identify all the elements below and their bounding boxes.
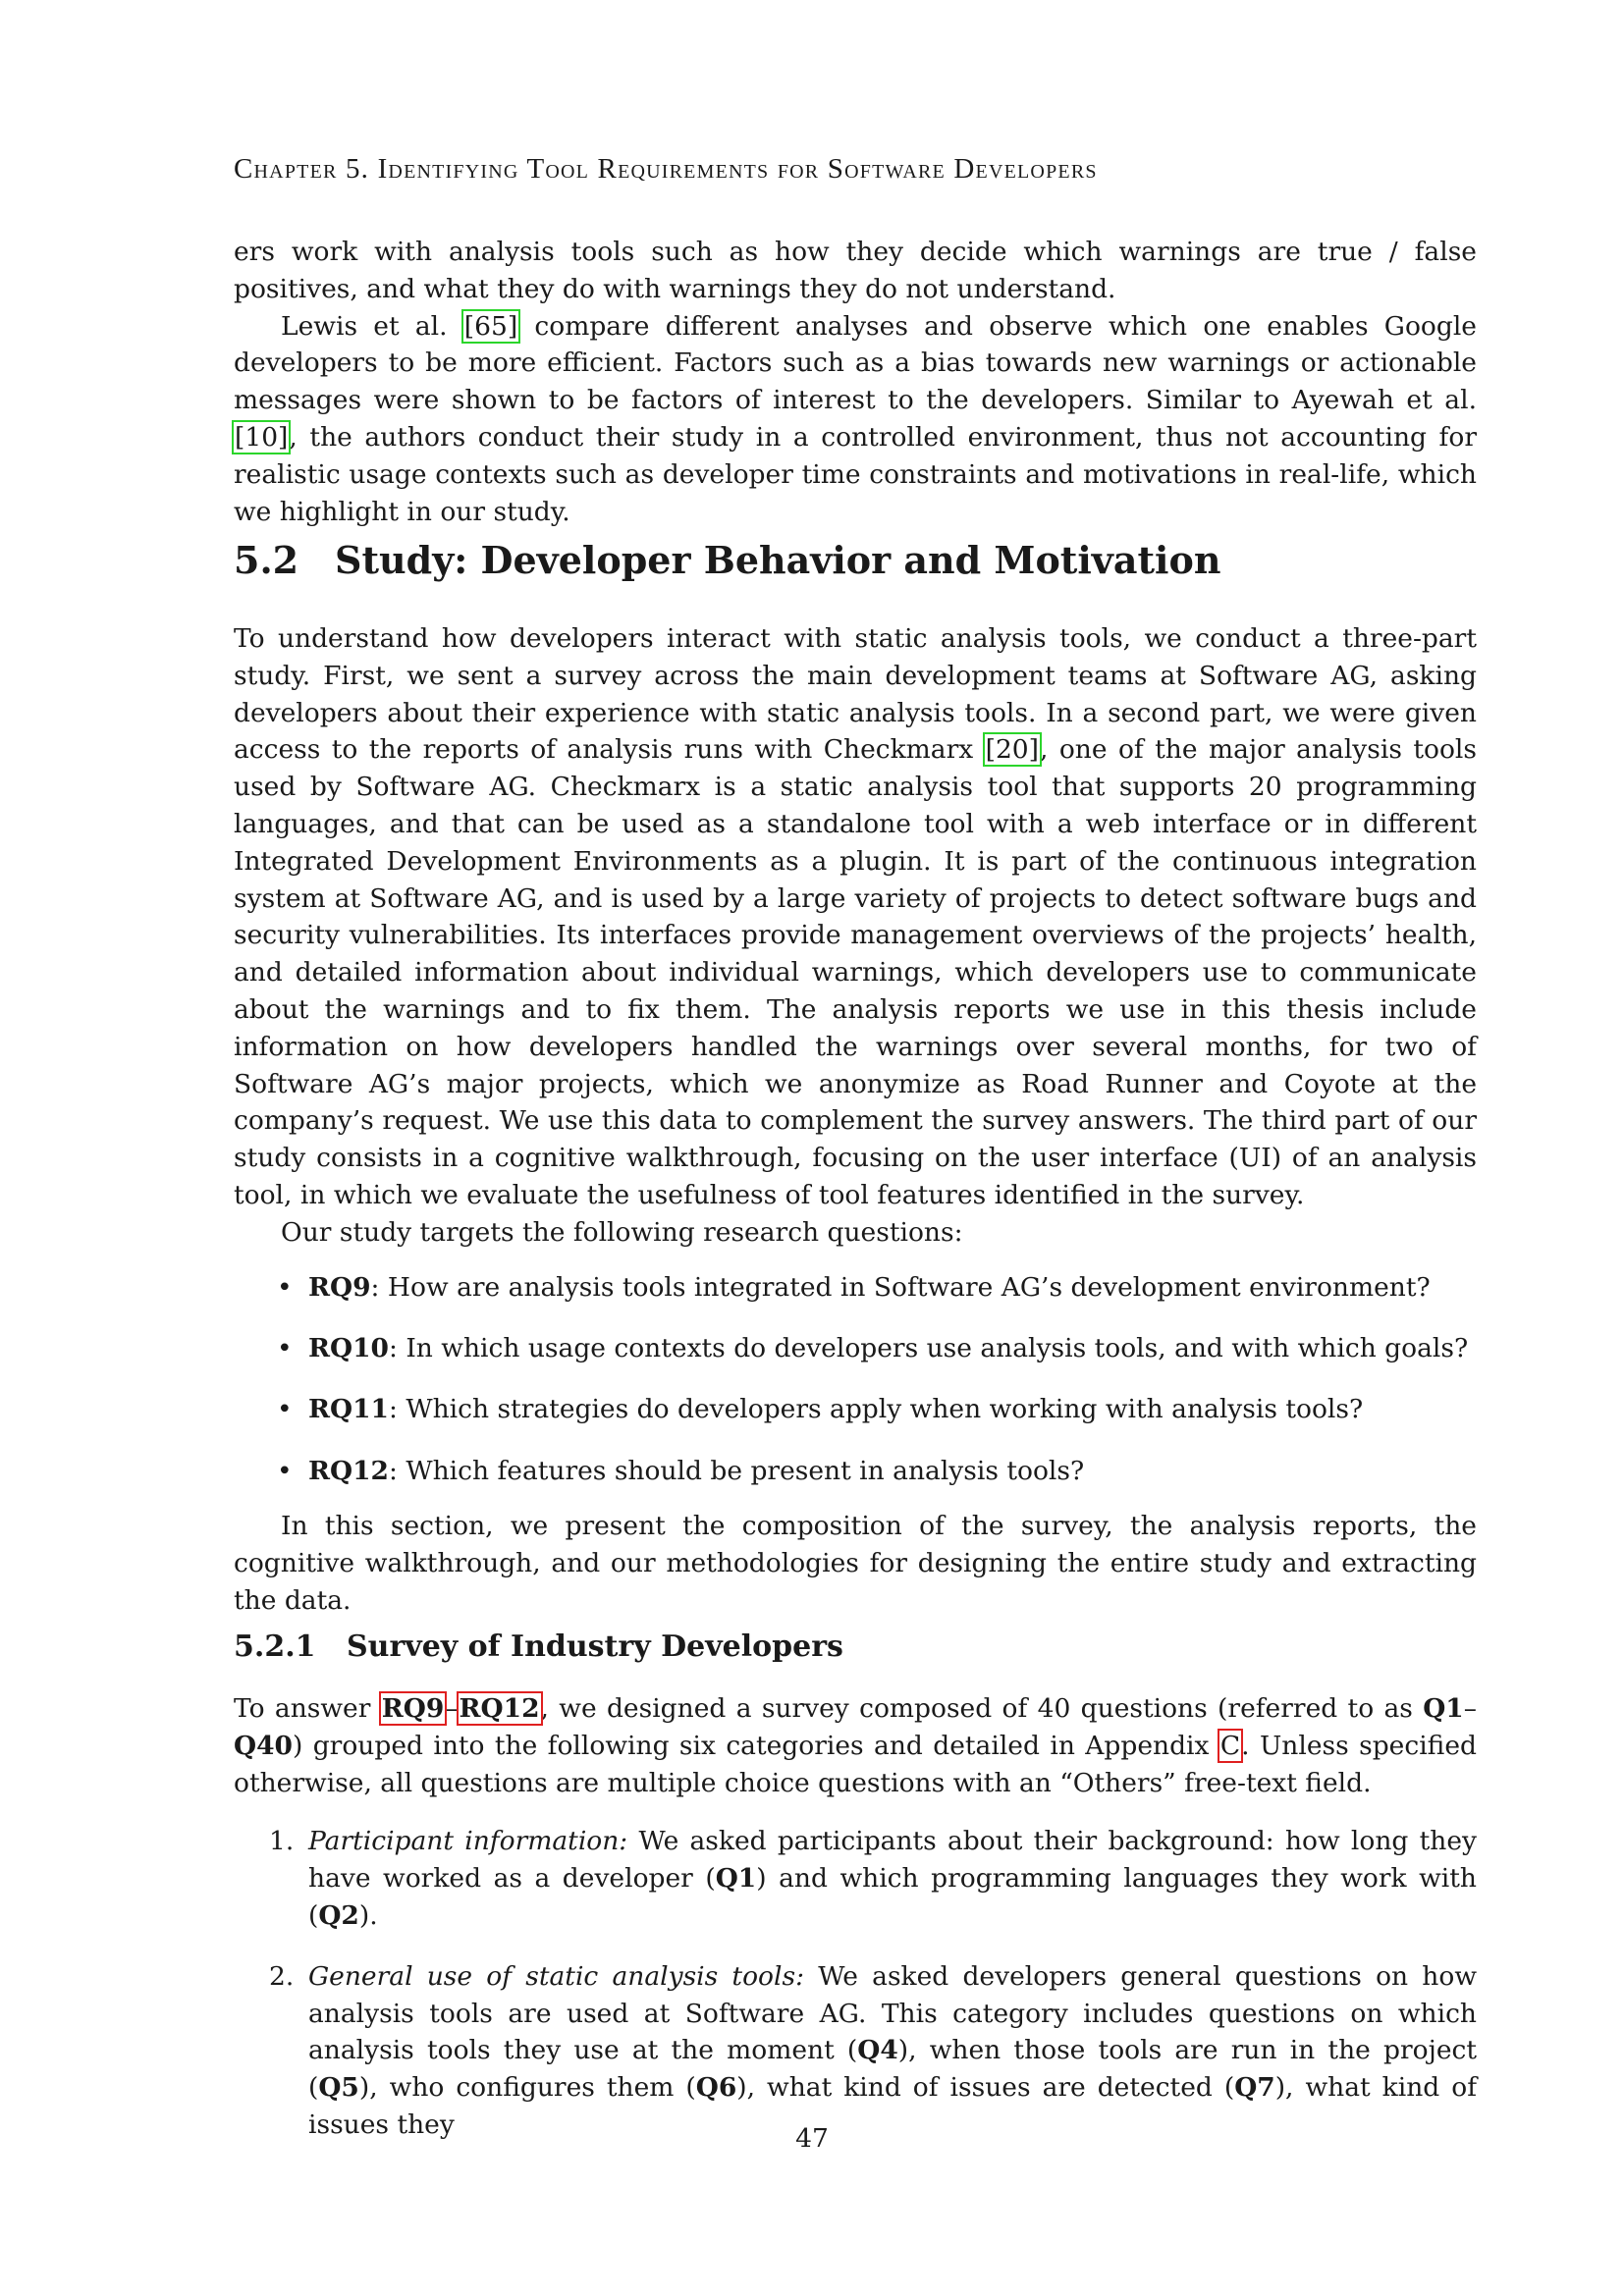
research-questions-list [234,1269,1477,1490]
list-item: • RQ11: Which strategies do developers apply when working with analysis tools? [234,1391,1477,1428]
survey-paragraph: To answer RQ9–RQ12, we designed a survey composed of 40 questions (referred to as Q1–Q40) grouped into the following six categories and detailed in Appendix C. Unless specified otherwise, all questions are multiple choice questions with an “Others” free-text field. [234,1693,1477,1798]
category-title: General use of static analysis tools: [308,1960,804,1992]
subsection-number: 5.2.1 [234,1629,316,1664]
survey-categories-list [234,1823,1477,2143]
section-heading [234,538,1220,582]
intro-block [234,234,1477,530]
citation-20[interactable]: [20] [985,734,1040,766]
intro-paragraph-continuation: ers work with analysis tools such as how they decide which warnings are true / false positives, and what they do with warnings they do not understand. [234,237,1477,304]
section-summary-paragraph: In this section, we present the composition of the survey, the analysis reports, the cognitive walkthrough, and our methodologies for designing the entire study and extracting the data. [234,1511,1477,1616]
list-item: 1. Participant information: We asked participants about their background: how long they have worked as a developer (Q1) and which programming languages they work with (Q2). [269,1826,1477,1931]
section-title: Study: Developer Behavior and Motivation [335,538,1221,582]
rq-id: RQ11 [308,1394,389,1425]
bullet-icon: • [277,1394,293,1425]
bullet-icon: • [277,1455,293,1486]
subsection-body [234,1690,1477,2167]
ref-rq9[interactable]: RQ9 [381,1693,445,1724]
list-item: • RQ10: In which usage contexts do developers use analysis tools, and with which goals? [234,1330,1477,1367]
section-body [234,620,1477,1620]
rq-id: RQ10 [308,1332,389,1363]
research-questions-intro: Our study targets the following research questions: [281,1216,963,1248]
citation-10[interactable]: [10] [235,421,289,453]
study-overview-paragraph: To understand how developers interact with static analysis tools, we conduct a three-part study. First, we sent a survey across the main development teams at Software AG, asking developers about their experience with static analysis tools. In a second part, we were given access to the reports of analysis runs with Checkmarx [20], one of the major analysis tools used by Software AG. Checkmarx is a static analysis tool that supports 20 programming languages, and that can be used as a standalone tool with a web interface or in different Integrated Development Environments as a plugin. It is part of the continuous integration system at Software AG, and is used by a large variety of projects to detect software bugs and security vulnerabilities. Its interfaces provide management overviews of the projects’ health, and detailed information about individual warnings, which developers use to communicate about the warnings and to fix them. The analysis reports we use in this thesis include information on how developers handled the warnings over several months, for two of Software AG’s major projects, which we anonymize as Road Runner and Coyote at the company’s request. We use this data to complement the survey answers. The third part of our study consists in a cognitive walkthrough, focusing on the user interface (UI) of an analysis tool, in which we evaluate the usefulness of tool features identified in the survey. [234,623,1477,1210]
subsection-heading [234,1629,843,1664]
list-item: • RQ12: Which features should be present in analysis tools? [234,1453,1477,1490]
bullet-icon: • [277,1271,293,1303]
rq-id: RQ9 [308,1271,371,1303]
subsection-title: Survey of Industry Developers [347,1629,843,1664]
intro-paragraph-lewis: Lewis et al. [65] compare different analyses and observe which one enables Google developers to be more efficient. Factors such as a bias towards new warnings or actionable messages were shown to be factors of interest to the developers. Similar to Ayewah et al. [10], the authors conduct their study in a controlled environment, thus not accounting for realistic usage contexts such as developer time constraints and motivations in real-life, which we highlight in our study. [234,310,1477,527]
category-title: Participant information: [308,1826,628,1857]
section-number: 5.2 [234,538,299,582]
ref-appendix-c[interactable]: C [1219,1730,1241,1761]
list-item: • RQ9: How are analysis tools integrated in Software AG’s development environment? [234,1269,1477,1307]
page-number: 47 [795,2123,829,2154]
citation-65[interactable]: [65] [463,310,518,342]
list-item: 2. General use of static analysis tools: We asked developers general questions on how analysis tools are used at Software AG. This category includes questions on which analysis tools they use at the moment (Q4), when those tools are run in the project (Q5), who configures them (Q6), what kind of issues are detected (Q7), what kind of issues they [269,1960,1478,2140]
ref-rq12[interactable]: RQ12 [459,1693,540,1724]
running-head: Chapter 5. Identifying Tool Requirements for Software Developers [234,153,1098,185]
rq-id: RQ12 [308,1455,389,1486]
bullet-icon: • [277,1332,293,1363]
